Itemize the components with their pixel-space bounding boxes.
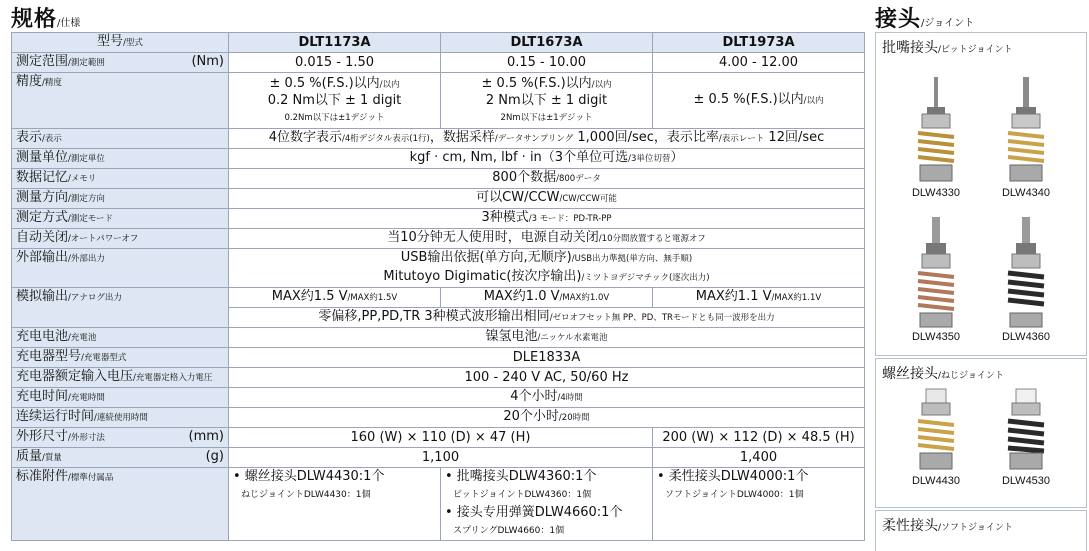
range-value-1: 0.015 - 1.50 xyxy=(229,53,441,73)
charger-label: 充电器型号/充電器型式 xyxy=(12,348,229,368)
screw-joint-image xyxy=(996,387,1056,475)
input-value: 100 - 240 V AC, 50/60 Hz xyxy=(229,368,865,388)
table-row xyxy=(12,209,865,229)
direction-label: 测量方向/測定方向 xyxy=(12,189,229,209)
range-label: 测定范围/測定範囲 (Nm) xyxy=(12,53,229,73)
spec-subtitle: /仕様 xyxy=(57,18,81,29)
runtime-label: 连续运行时间/連続使用時間 xyxy=(12,408,229,428)
accuracy-value-1: ± 0.5 %(F.S.)以内/以内 0.2 Nm以下 ± 1 digit 0.2Nm以下は±1デジット xyxy=(229,73,441,129)
screw-joint-heading: 螺丝接头/ねじジョイント xyxy=(882,366,1004,382)
table-header-row xyxy=(12,33,865,53)
memory-label: 数据记忆/メモリ xyxy=(12,169,229,189)
accessories-label: 标准附件/標準付属品 xyxy=(12,468,229,541)
mode-label: 测定方式/測定モード xyxy=(12,209,229,229)
range-value-3: 4.00 - 12.00 xyxy=(653,53,865,73)
autooff-label: 自动关闭/オートパワーオフ xyxy=(12,229,229,249)
range-value-2: 0.15 - 10.00 xyxy=(441,53,653,73)
unit-label: 测量单位/測定単位 xyxy=(12,149,229,169)
table-row xyxy=(12,448,865,468)
memory-value: 800个数据/800データ xyxy=(229,169,865,189)
model-2: DLT1673A xyxy=(441,33,653,53)
table-row xyxy=(12,189,865,209)
table-row xyxy=(12,428,865,448)
spec-title xyxy=(11,2,80,33)
bit-joint-image xyxy=(906,77,966,187)
joint-subtitle: /ジョイント xyxy=(921,18,975,29)
runtime-value: 20个小时/20時間 xyxy=(229,408,865,428)
output-value: USB输出依据(单方向,无顺序)/USB出力準拠(単方向、無手順) Mitutoyo Digimatic(按次序输出)/ミツトヨデジマチック(逐次出力) xyxy=(229,249,865,288)
accuracy-value-2: ± 0.5 %(F.S.)以内/以内 2 Nm以下 ± 1 digit 2Nm以下は±1デジット xyxy=(441,73,653,129)
unit-value: kgf · cm, Nm, lbf · in（3个单位可选/3単位切替） xyxy=(229,149,865,169)
table-row xyxy=(12,288,865,308)
joint-title-text: 接头 xyxy=(875,7,922,32)
chargetime-label: 充电时间/充電時間 xyxy=(12,388,229,408)
screw-joint-panel xyxy=(875,358,1087,508)
battery-value: 镍氢电池/ニッケル水素電池 xyxy=(229,328,865,348)
joint-item xyxy=(986,387,1066,487)
joint-caption: DLW4360 xyxy=(1001,331,1051,343)
size-value-1: 160 (W) × 110 (D) × 47 (H) xyxy=(229,428,653,448)
input-label: 充电器额定输入电压/充電器定格入力電圧 xyxy=(12,368,229,388)
joint-caption: DLW4530 xyxy=(1001,475,1051,487)
joint-title xyxy=(875,2,974,33)
table-row xyxy=(12,348,865,368)
table-row xyxy=(12,388,865,408)
table-row xyxy=(12,73,865,129)
accuracy-label: 精度/精度 xyxy=(12,73,229,129)
table-row xyxy=(12,408,865,428)
table-row xyxy=(12,149,865,169)
spec-table xyxy=(11,32,865,541)
table-row xyxy=(12,368,865,388)
soft-joint-panel xyxy=(875,510,1087,551)
analog-value-2: MAX约1.0 V/MAX約1.0V xyxy=(441,288,653,308)
display-label: 表示/表示 xyxy=(12,129,229,149)
accuracy-value-3: ± 0.5 %(F.S.)以内/以内 xyxy=(653,73,865,129)
table-row xyxy=(12,129,865,149)
bit-joint-heading: 批嘴接头/ビットジョイント xyxy=(882,40,1013,56)
model-3: DLT1973A xyxy=(653,33,865,53)
bit-joint-image xyxy=(996,217,1056,331)
joint-item xyxy=(896,77,976,199)
direction-value: 可以CW/CCW/CW/CCW可能 xyxy=(229,189,865,209)
table-row xyxy=(12,169,865,189)
accessories-value-3: • 柔性接头DLW4000:1个 ソフトジョイントDLW4000：1個 xyxy=(653,468,865,541)
table-row xyxy=(12,468,865,541)
soft-joint-heading: 柔性接头/ソフトジョイント xyxy=(882,518,1013,534)
battery-label: 充电电池/充電池 xyxy=(12,328,229,348)
joint-caption: DLW4430 xyxy=(911,475,961,487)
mass-value-1: 1,100 xyxy=(229,448,653,468)
table-row xyxy=(12,229,865,249)
accessories-value-1: • 螺丝接头DLW4430:1个 ねじジョイントDLW4430：1個 xyxy=(229,468,441,541)
table-row xyxy=(12,53,865,73)
spec-title-text: 规格 xyxy=(11,7,58,32)
analog-value-3: MAX约1.1 V/MAX約1.1V xyxy=(653,288,865,308)
joint-item xyxy=(896,387,976,487)
accessories-value-2: • 批嘴接头DLW4360:1个 ビットジョイントDLW4360：1個 • 接头专用弹簧DLW4660:1个 スプリングDLW4660：1個 xyxy=(441,468,653,541)
bit-joint-image xyxy=(906,217,966,331)
joint-caption: DLW4350 xyxy=(911,331,961,343)
analog-label: 模拟输出/アナログ出力 xyxy=(12,288,229,328)
screw-joint-image xyxy=(906,387,966,475)
autooff-value: 当10分钟无人使用时，电源自动关闭/10分間放置すると電源オフ xyxy=(229,229,865,249)
mass-label: 质量/質量 (g) xyxy=(12,448,229,468)
model-1: DLT1173A xyxy=(229,33,441,53)
analog-waveform-value: 零偏移,PP,PD,TR 3种模式波形输出相同/ゼロオフセット無 PP、PD、TRモードとも同一波形を出力 xyxy=(229,308,865,328)
bit-joint-image xyxy=(996,77,1056,187)
size-value-3: 200 (W) × 112 (D) × 48.5 (H) xyxy=(653,428,865,448)
output-label: 外部输出/外部出力 xyxy=(12,249,229,288)
chargetime-value: 4个小时/4時間 xyxy=(229,388,865,408)
joint-item xyxy=(986,77,1066,199)
size-label: 外形尺寸/外形寸法 (mm) xyxy=(12,428,229,448)
table-row xyxy=(12,328,865,348)
analog-value-1: MAX约1.5 V/MAX約1.5V xyxy=(229,288,441,308)
joint-caption: DLW4330 xyxy=(911,187,961,199)
model-label: 型号/型式 xyxy=(12,33,229,53)
bit-joint-panel xyxy=(875,32,1087,356)
display-value: 4位数字表示/4桁デジタル表示(1行)，数据采样/データサンプリング 1,000回/sec，表示比率/表示レート 12回/sec xyxy=(229,129,865,149)
joint-caption: DLW4340 xyxy=(1001,187,1051,199)
mass-value-3: 1,400 xyxy=(653,448,865,468)
joint-item xyxy=(896,217,976,343)
charger-value: DLE1833A xyxy=(229,348,865,368)
joint-item xyxy=(986,217,1066,343)
mode-value: 3种模式/3 モード：PD-TR-PP xyxy=(229,209,865,229)
table-row xyxy=(12,249,865,288)
